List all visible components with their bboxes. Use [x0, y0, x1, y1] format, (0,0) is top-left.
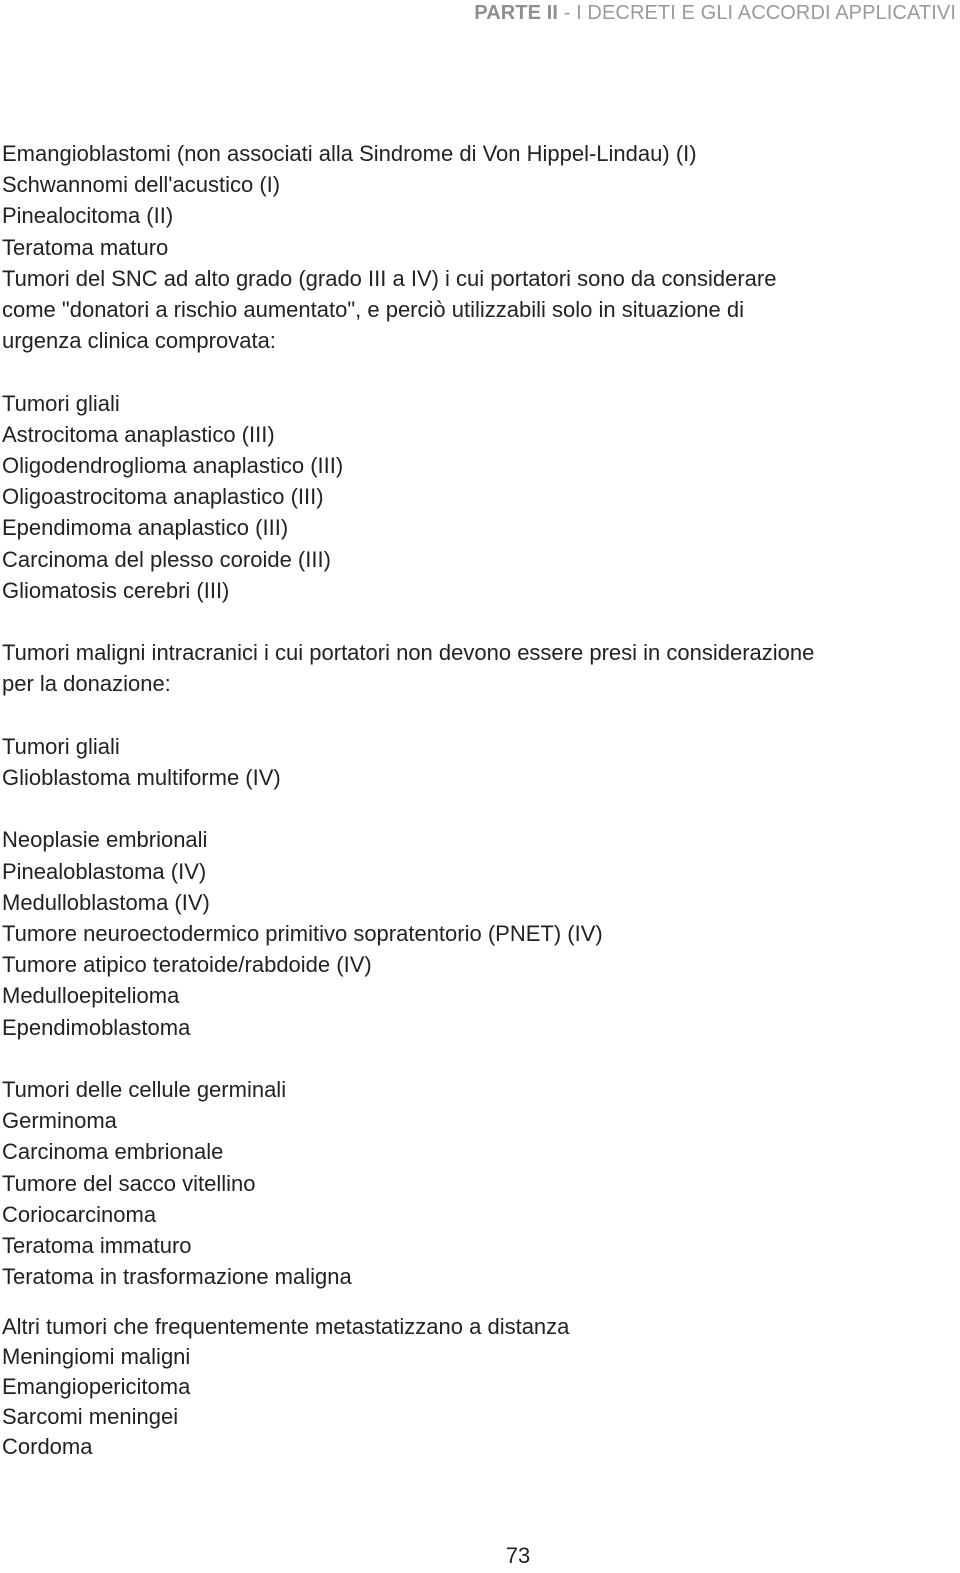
text-line: Tumori del SNC ad alto grado (grado III a IV) i cui portatori sono da considerare	[2, 265, 777, 291]
list-item: Medulloepitelioma	[2, 983, 180, 1009]
section-6	[2, 1074, 942, 1292]
section-1	[2, 138, 942, 356]
list-item: Glioblastoma multiforme (IV)	[2, 765, 281, 791]
section-2	[2, 388, 942, 606]
document-body	[2, 138, 942, 1462]
section-3	[2, 637, 942, 699]
text-line: urgenza clinica comprovata:	[2, 328, 276, 354]
list-item: Ependimoblastoma	[2, 1014, 191, 1040]
section-4	[2, 731, 942, 793]
list-item: Tumore del sacco vitellino	[2, 1170, 256, 1196]
header-separator: -	[558, 2, 577, 24]
section-5	[2, 824, 942, 1042]
section-heading: Neoplasie embrionali	[2, 827, 208, 853]
list-item: Pinealoblastoma (IV)	[2, 858, 207, 884]
list-item: Emangiopericitoma	[2, 1374, 191, 1400]
section-heading: Tumori gliali	[2, 733, 120, 759]
list-item: Astrocitoma anaplastico (III)	[2, 421, 275, 447]
list-item: Gliomatosis cerebri (III)	[2, 577, 230, 603]
list-item: Teratoma immaturo	[2, 1233, 192, 1259]
list-item: Carcinoma del plesso coroide (III)	[2, 546, 331, 572]
list-item: Oligodendroglioma anaplastico (III)	[2, 453, 344, 479]
list-item: Tumore neuroectodermico primitivo sopratentorio (PNET) (IV)	[2, 921, 603, 947]
text-line: Pinealocitoma (II)	[2, 203, 174, 229]
list-item: Meningiomi maligni	[2, 1344, 191, 1370]
section-7	[2, 1312, 942, 1462]
text-line: Emangioblastomi (non associati alla Sindrome di Von Hippel-Lindau) (I)	[2, 141, 697, 166]
list-item: Carcinoma embrionale	[2, 1139, 224, 1165]
text-line: come "donatori a rischio aumentato", e perciò utilizzabili solo in situazione di	[2, 297, 745, 323]
page-number: 73	[505, 1543, 531, 1568]
running-header	[474, 2, 956, 25]
list-item: Medulloblastoma (IV)	[2, 889, 210, 915]
list-item: Coriocarcinoma	[2, 1201, 157, 1227]
list-item: Ependimoma anaplastico (III)	[2, 515, 289, 541]
list-item: Cordoma	[2, 1434, 93, 1460]
text-line: Tumori maligni intracranici i cui portatori non devono essere presi in considerazione	[2, 640, 815, 666]
section-heading: Tumori gliali	[2, 390, 120, 416]
list-item: Tumore atipico teratoide/rabdoide (IV)	[2, 952, 372, 978]
text-line: Teratoma maturo	[2, 234, 169, 260]
section-heading: Altri tumori che frequentemente metastatizzano a distanza	[2, 1314, 570, 1340]
list-item: Sarcomi meningei	[2, 1404, 179, 1430]
header-part: PARTE II	[474, 2, 559, 24]
list-item: Teratoma in trasformazione maligna	[2, 1264, 352, 1290]
header-title: I DECRETI E GLI ACCORDI APPLICATIVI	[576, 2, 956, 24]
text-line: per la donazione:	[2, 671, 171, 697]
list-item: Germinoma	[2, 1108, 117, 1134]
section-heading: Tumori delle cellule germinali	[2, 1077, 287, 1103]
list-item: Oligoastrocitoma anaplastico (III)	[2, 484, 324, 510]
text-line: Schwannomi dell'acustico (I)	[2, 172, 281, 198]
